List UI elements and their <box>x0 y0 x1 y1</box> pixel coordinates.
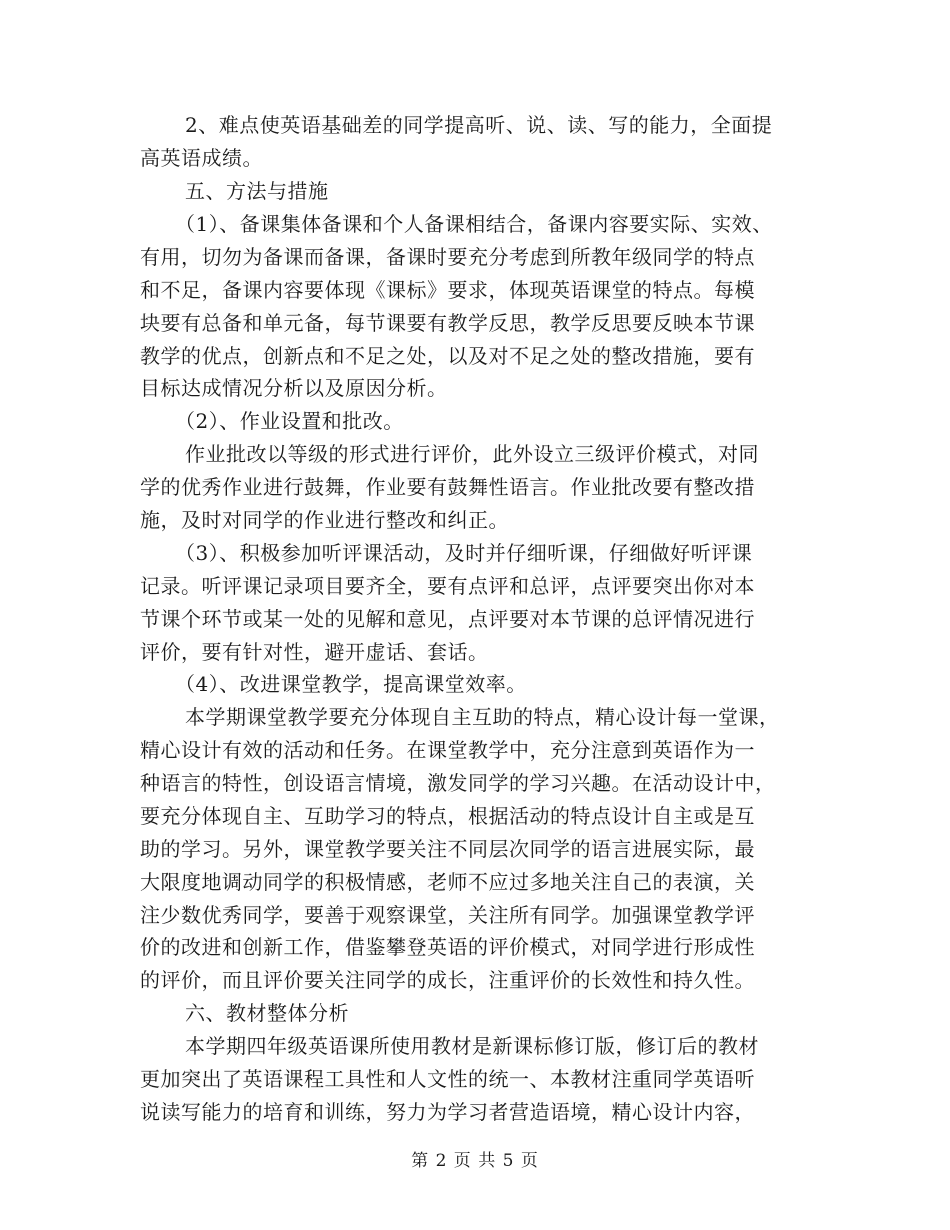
body-line: 大限度地调动同学的积极情感，老师不应过多地关注自己的表演，关 <box>140 870 755 894</box>
body-line: 注少数优秀同学，要善于观察课堂，关注所有同学。加强课堂教学评 <box>140 903 755 927</box>
body-line: 本学期四年级英语课所使用教材是新课标修订版，修订后的教材 <box>185 1034 759 1058</box>
body-line: 助的学习。另外，课堂教学要关注不同层次同学的语言进展实际，最 <box>140 837 755 861</box>
body-line: 本学期课堂教学要充分体现自主互助的特点，精心设计每一堂课， <box>185 705 780 729</box>
subsection-heading: （2）、作业设置和批改。 <box>175 409 404 433</box>
subsection-heading: （3）、积极参加听评课活动，及时并仔细听课，仔细做好听评课 <box>175 541 753 565</box>
body-line: 记录。听评课记录项目要齐全，要有点评和总评，点评要突出你对本 <box>140 574 755 598</box>
body-line: 评价，要有针对性，避开虚话、套话。 <box>140 640 489 664</box>
body-line: 精心设计有效的活动和任务。在课堂教学中，充分注意到英语作为一 <box>140 738 755 762</box>
body-line: 价的改进和创新工作，借鉴攀登英语的评价模式，对同学进行形成性 <box>140 935 755 959</box>
body-line: 种语言的特性，创设语言情境，激发同学的学习兴趣。在活动设计中， <box>140 771 776 795</box>
body-line: 高英语成绩。 <box>140 146 263 170</box>
body-line: 作业批改以等级的形式进行评价，此外设立三级评价模式，对同 <box>185 442 759 466</box>
subsection-heading: （1）、备课集体备课和个人备课相结合，备课内容要实际、实效、 <box>175 212 773 236</box>
body-line: 要充分体现自主、互助学习的特点，根据活动的特点设计自主或是互 <box>140 804 755 828</box>
body-line: 教学的优点，创新点和不足之处，以及对不足之处的整改措施，要有 <box>140 344 755 368</box>
subsection-heading: （4）、改进课堂教学，提高课堂效率。 <box>175 672 527 696</box>
body-line: 的评价，而且评价要关注同学的成长，注重评价的长效性和持久性。 <box>140 968 755 992</box>
body-line: 节课个环节或某一处的见解和意见，点评要对本节课的总评情况进行 <box>140 607 755 631</box>
body-line: 施，及时对同学的作业进行整改和纠正。 <box>140 508 509 532</box>
body-line: 块要有总备和单元备，每节课要有教学反思，教学反思要反映本节课 <box>140 311 755 335</box>
page-number-footer: 第 2 页 共 5 页 <box>411 1151 539 1171</box>
section-heading: 五、方法与措施 <box>185 179 329 203</box>
body-line: 2、难点使英语基础差的同学提高听、说、读、写的能力，全面提 <box>185 113 773 137</box>
body-line: 学的优秀作业进行鼓舞，作业要有鼓舞性语言。作业批改要有整改措 <box>140 475 755 499</box>
body-line: 说读写能力的培育和训练，努力为学习者营造语境，精心设计内容， <box>140 1100 755 1124</box>
body-line: 和不足，备课内容要体现《课标》要求，体现英语课堂的特点。每模 <box>140 278 755 302</box>
section-heading: 六、教材整体分析 <box>185 1001 349 1025</box>
body-line: 有用，切勿为备课而备课，备课时要充分考虑到所教年级同学的特点 <box>140 245 755 269</box>
body-line: 目标达成情况分析以及原因分析。 <box>140 376 448 400</box>
body-line: 更加突出了英语课程工具性和人文性的统一、本教材注重同学英语听 <box>140 1067 755 1091</box>
